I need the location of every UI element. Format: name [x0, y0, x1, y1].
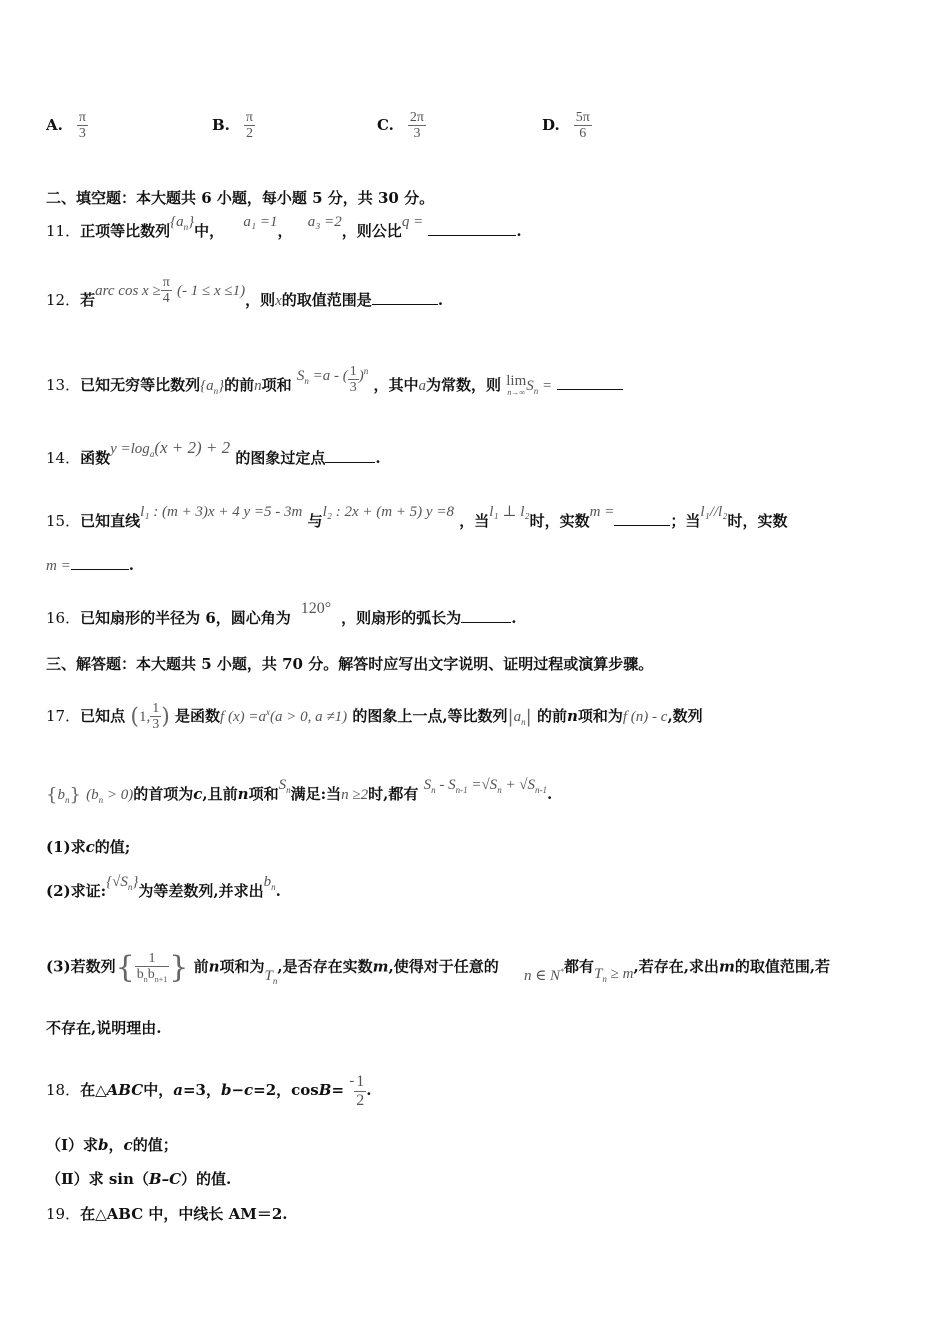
question-14: 14．函数$y =\log_a(x + 2) + 2$ 的图象过定点 . — [46, 438, 381, 467]
question-13: 13．已知无穷等比数列$\{a_n\}$的前n项和 $S_n =a$ - ( $\frac{1}{3}$ )$^n$ ，其中a为常数，则 lim n→∞ $S_n$ = — [46, 370, 910, 402]
question-12: 12．若arc cos x ≥ $\frac{\pi}{4}$ (- 1 ≤ x ≤1)，则x的取值范围是 . — [46, 275, 444, 309]
answer-blank[interactable] — [372, 304, 438, 305]
option-b[interactable] — [212, 110, 255, 142]
question-17-part-2: (2)求证$:\{√S_n\}$为等差数列,并求出$b_n$. — [46, 874, 281, 900]
question-15-continued: m = . — [46, 556, 134, 574]
question-15: 15．已知直线l₁ : (m + 3)x + 4 y =5 - 3m 与l₂ : 2x + (m + 5) y =8 ，当l₁ ⊥ l₂时，实数m = ；当l₁//l₂时，实数 — [46, 504, 788, 530]
answer-blank[interactable] — [325, 462, 375, 463]
section-heading-solutions: 三、解答题：本大题共 5 小题，共 70 分。解答时应写出文字说明、证明过程或演算步骤。 — [46, 655, 654, 673]
question-17: 17．已知点 (1, $\frac{1}{3}$ ) 是函数f $(x) =a^x(a > 0$, a ≠1) 的图象上一点,等比数列$|a_n|$ 的前n项和为f (n) - c,数列 — [46, 701, 703, 733]
answer-blank[interactable] — [461, 622, 511, 623]
option-fraction: $\frac{5\pi}{6}$ — [575, 110, 590, 142]
answer-blank[interactable] — [557, 389, 623, 390]
option-label: D. — [542, 115, 560, 134]
option-label: C. — [377, 115, 394, 134]
answer-blank[interactable] — [71, 569, 129, 570]
question-17-conditions: $\{b_n\} (b_n > 0)$的首项为c,且前n项和$S_n$满足:当n ≥2时,都有 $S_n - S_{n-1} =√S_n + √S_{n-1}$. — [46, 777, 553, 806]
option-d[interactable] — [542, 110, 592, 142]
option-label: A. — [46, 115, 63, 134]
question-16: 16．已知扇形的半径为 6，圆心角为120°，则扇形的弧长为 . — [46, 600, 517, 627]
question-17-part-3-continued: 不存在,说明理由. — [46, 1019, 162, 1037]
question-11: 11．正项等比数列$\{a_n\}$中， a₁ =1， a₃ =2，则公比q = . — [46, 214, 522, 240]
option-a[interactable] — [46, 110, 88, 142]
question-18: 18．在△ABC中，a=3，b−c=2，cosB= - $\frac{1}{2}$ . — [46, 1073, 372, 1109]
question-18-part-2: （Ⅱ）求 sin（B–C）的值. — [46, 1170, 232, 1188]
section-heading-fill-in: 二、填空题：本大题共 6 小题，每小题 5 分，共 30 分。 — [46, 189, 435, 207]
question-17-part-1: (1)求c的值; — [46, 838, 131, 856]
answer-blank[interactable] — [614, 525, 670, 526]
option-c[interactable] — [377, 110, 426, 142]
question-19: 19．在△ABC 中，中线长 AM＝2. — [46, 1205, 288, 1223]
option-fraction: $\frac{\pi}{3}$ — [78, 110, 86, 142]
question-17-part-3: (3)若数列{ $\frac{1}{b_nb_{n+1}}$ } 前n项和为$T_n$,是否存在实数m,使得对于任意的 n ∈ N*都有$T_n \ge m$,若存在,求出m的取值范围,若 — [46, 950, 831, 986]
option-fraction: $\frac{\pi}{2}$ — [245, 110, 253, 142]
question-18-part-1: （Ⅰ）求b，c的值； — [46, 1136, 178, 1154]
option-label: B. — [212, 115, 230, 134]
option-fraction: $\frac{2\pi}{3}$ — [409, 110, 424, 142]
answer-blank[interactable] — [428, 235, 516, 236]
